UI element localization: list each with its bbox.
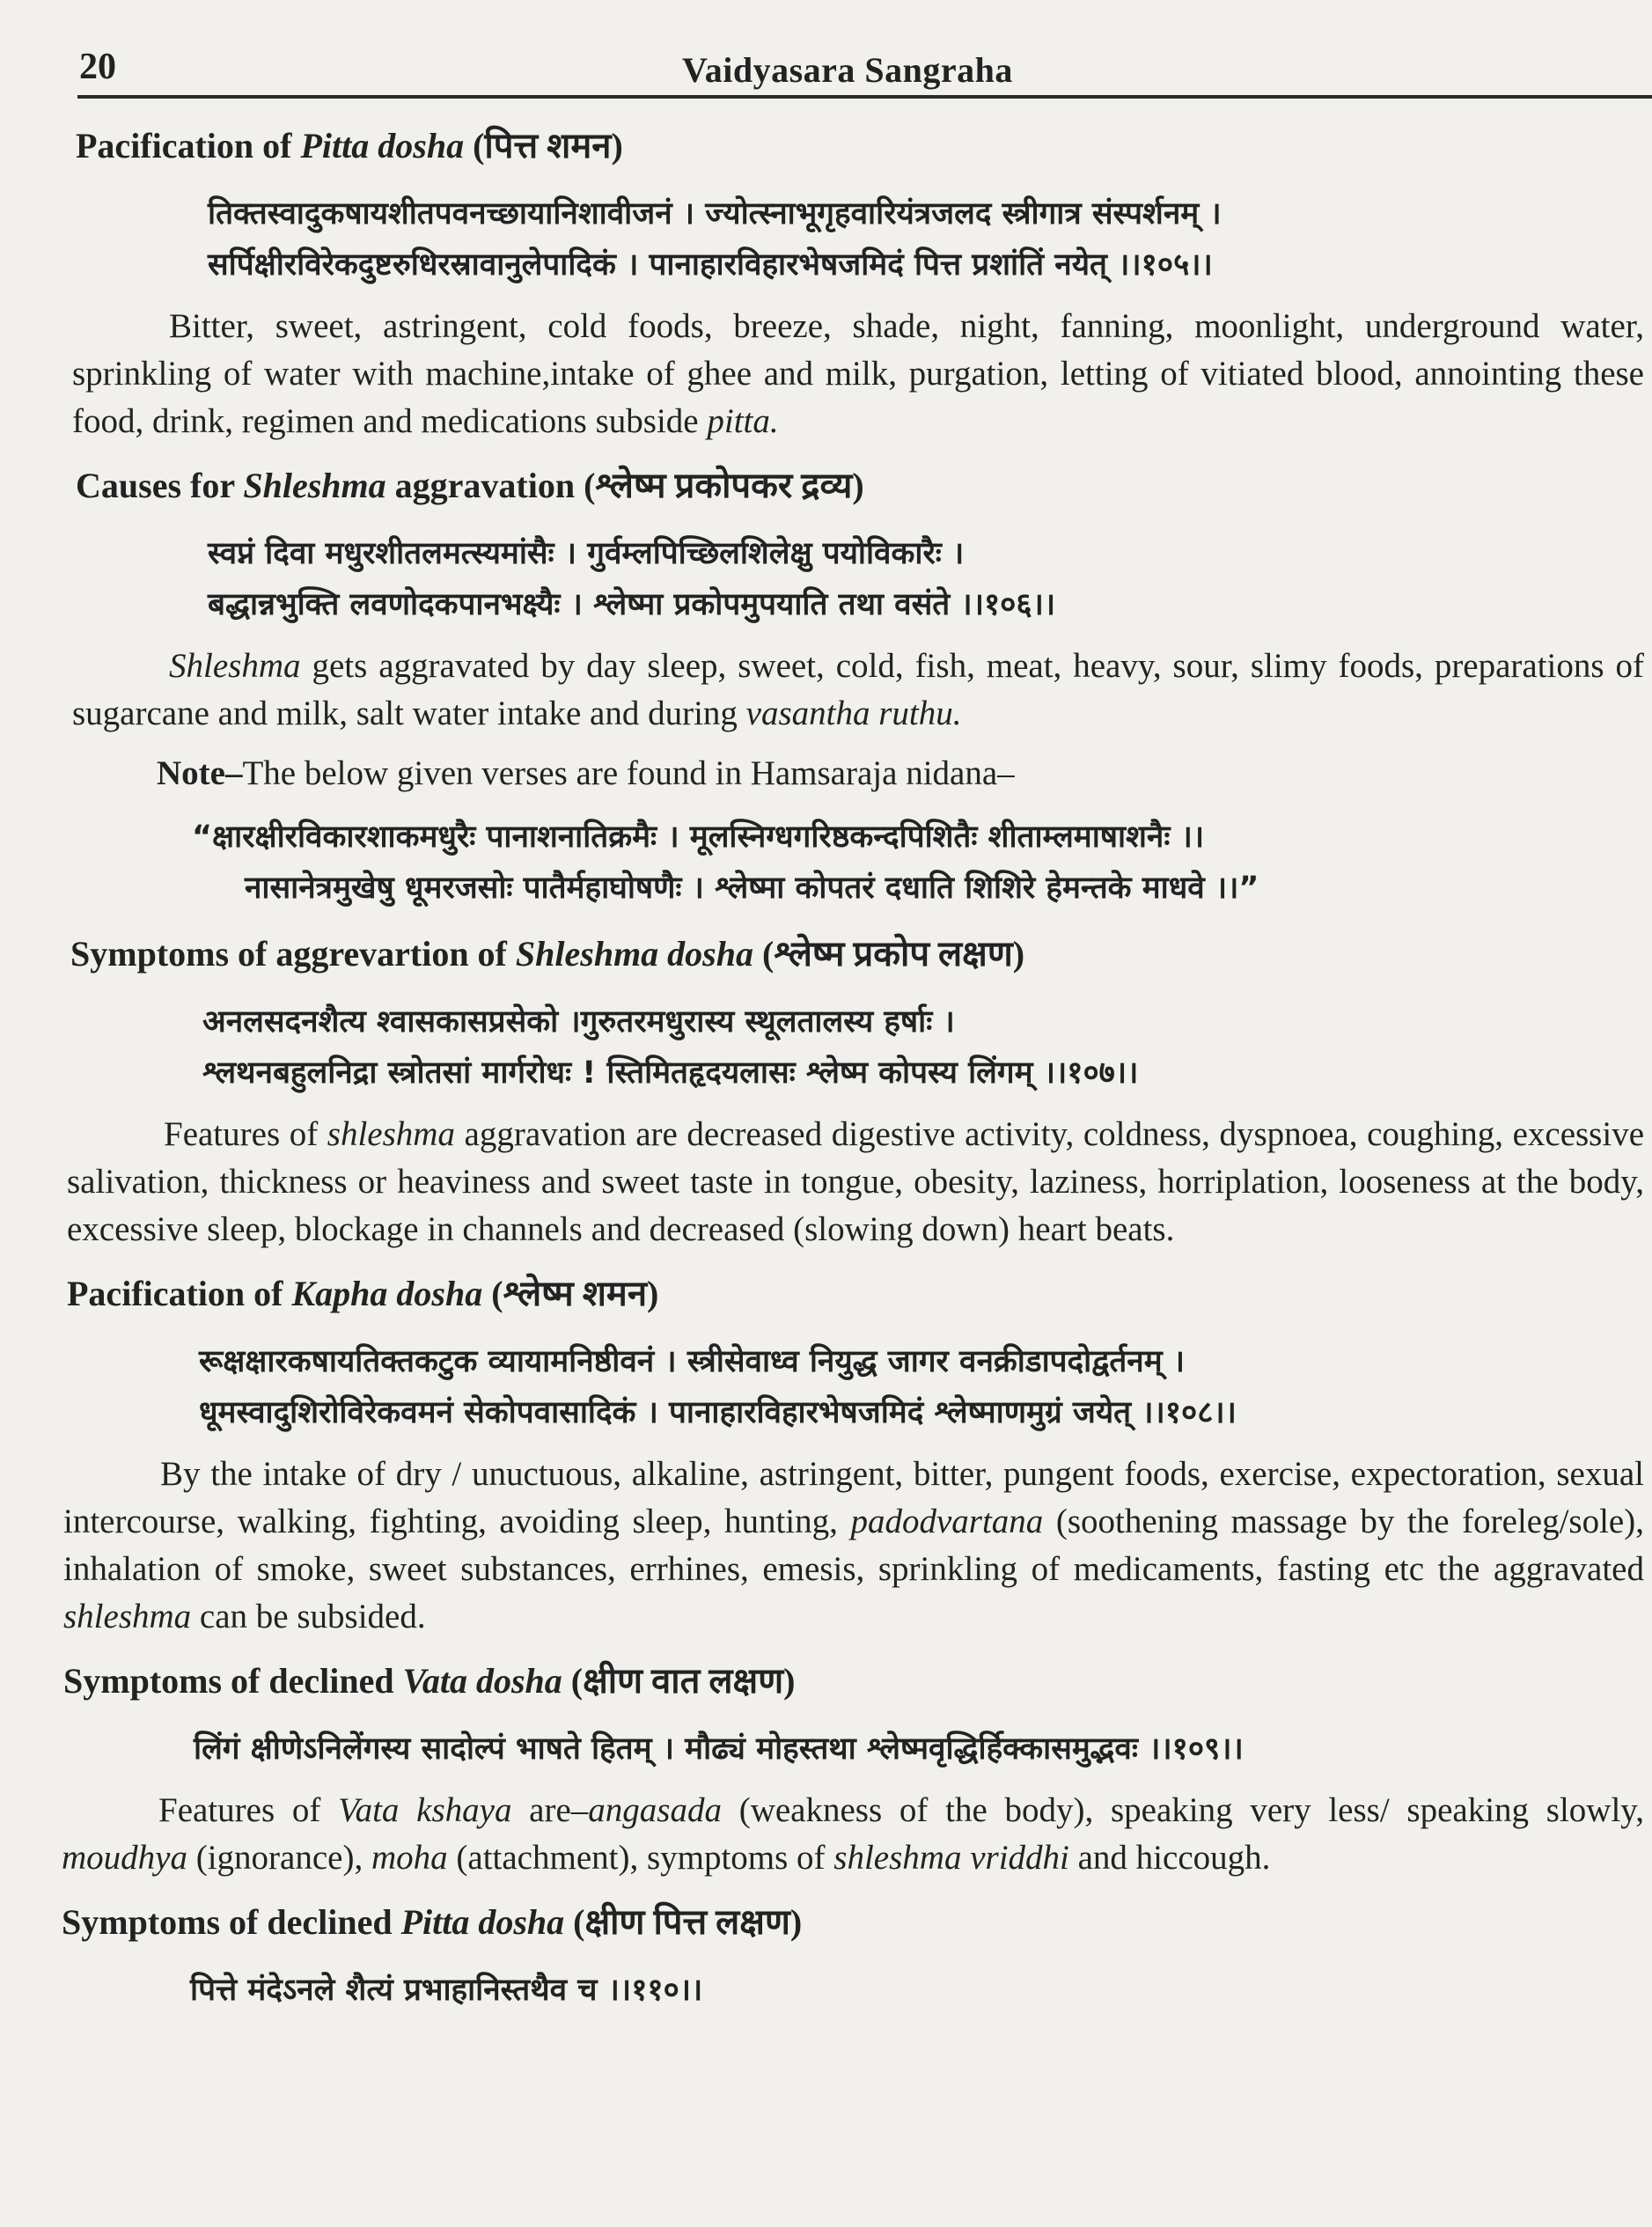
verse-line: पित्ते मंदेऽनले शैत्यं प्रभाहानिस्तथैव च ।।११०।। [190,1973,703,2008]
heading-causes-shleshma: Causes for Shleshma aggravation (श्लेष्म प्रकोपकर द्रव्य) [76,466,864,505]
verse-109 [194,1724,1644,1775]
verse-hamsaraja [192,812,1644,914]
verse-110 [190,1965,1644,2016]
verse-line: धूमस्वादुशिरोविरेकवमनं सेकोपवासादिकं । पानाहारविहारभेषजमिदं श्लेष्माणमुग्रं जयेत् ।।१०८।। [199,1395,1237,1430]
verse-line: नासानेत्रमुखेषु धूमरजसोः पातैर्महाघोषणैः । श्लेष्मा कोपतरं दधाति शिशिरे हेमन्तके माधवे ।।” [245,871,1259,906]
heading-declined-vata: Symptoms of declined Vata dosha (क्षीण वात लक्षण) [63,1661,796,1701]
note-hamsaraja: Note–The below given verses are found in Hamsaraja nidana– [157,754,1015,792]
heading-pacification-pitta: Pacification of Pitta dosha (पित्त शमन) [76,126,623,165]
heading-symptoms-shleshma-aggravation: Symptoms of aggrevartion of Shleshma dosha (श्लेष्म प्रकोप लक्षण) [70,934,1025,974]
verse-line: लिंगं क्षीणेऽनिलेंगस्य सादोल्पं भाषते हितम् । मौढ्यं मोहस्तथा श्लेष्मवृद्धिर्हिक्कासमुद्भवः ।।१०९।। [194,1731,1244,1767]
verse-line: स्वप्नं दिवा मधुरशीतलमत्स्यमांसैः । गुर्वम्लपिच्छिलशिलेक्षु पयोविकारैः । [208,536,965,571]
heading-declined-pitta: Symptoms of declined Pitta dosha (क्षीण पित्त लक्षण) [62,1902,803,1942]
paragraph-shleshma-causes: Shleshma gets aggravated by day sleep, sweet, cold, fish, meat, heavy, sour, slimy foods, preparations of sugarcane and milk, salt water intake and during vasantha ruthu. [72,647,1644,732]
header-rule [77,95,1652,99]
verse-line: “क्षारक्षीरविकारशाकमधुरैः पानाशनातिक्रमैः । मूलस्निग्धगरिष्ठकन्दपिशितैः शीताम्लमाषाशनैः ।। [192,820,1205,855]
verse-line: अनलसदनशैत्य श्वासकासप्रसेको ।गुरुतरमधुरास्य स्थूलतालस्य हर्षाः । [202,1004,955,1040]
verse-line: रूक्षक्षारकषायतिक्तकटुक व्यायामनिष्ठीवनं । स्त्रीसेवाध्व नियुद्ध जागर वनक्रीडापदोद्वर्तनम् । [199,1344,1186,1379]
verse-line: श्लथनबहुलनिद्रा स्त्रोतसां मार्गरोधः ! स्तिमितहृदयलासः श्लेष्म कोपस्य लिंगम् ।।१०७।। [202,1055,1139,1091]
paragraph-vata-kshaya: Features of Vata kshaya are–angasada (weakness of the body), speaking very less/ speaking slowly, moudhya (ignorance), moha (attachment), symptoms of shleshma vriddhi and hiccough. [62,1791,1645,1877]
paragraph-shleshma-features: Features of shleshma aggravation are decreased digestive activity, coldness, dyspnoea, coughing, excessive salivation, thickness or heaviness and sweet taste in tongue, obesity, laziness, horriplation, looseness at the body, excessive sleep, blockage in channels and decreased (slowing down) heart beats. [67,1115,1645,1248]
page-content [60,113,1644,2028]
paragraph-kapha-pacification: By the intake of dry / unuctuous, alkaline, astringent, bitter, pungent foods, exercise, expectoration, sexual intercourse, walking, fighting, avoiding sleep, hunting, padodvartana (soothening massage by the foreleg/sole), inhalation of smoke, sweet substances, errhines, emesis, sprinkling of medicaments, fasting etc the aggravated shleshma can be subsided. [63,1455,1644,1635]
verse-line: तिक्तस्वादुकषायशीतपवनच्छायानिशावीजनं । ज्योत्स्नाभूगृहवारियंत्रजलद स्त्रीगात्र संस्पर्शनम् । [208,196,1222,232]
running-title: Vaidyasara Sangraha [682,50,1013,90]
paragraph-pitta-pacification: Bitter, sweet, astringent, cold foods, breeze, shade, night, fanning, moonlight, underground water, sprinkling of water with machine,intake of ghee and milk, purgation, letting of vitiated blood, annointing these food, drink, regimen and medications subside pitta. [72,307,1644,440]
verse-106 [208,528,1644,630]
verse-107 [202,996,1644,1099]
verse-105 [208,188,1644,290]
heading-pacification-kapha: Pacification of Kapha dosha (श्लेष्म शमन) [67,1274,659,1313]
verse-108 [199,1336,1644,1438]
page-number: 20 [79,47,116,87]
verse-line: सर्पिक्षीरविरेकदुष्टरुधिरस्रावानुलेपादिकं । पानाहारविहारभेषजमिदं पित्त प्रशांतिं नयेत् ।।१०५।। [208,247,1213,283]
verse-line: बद्धान्नभुक्ति लवणोदकपानभक्ष्यैः । श्लेष्मा प्रकोपमुपयाति तथा वसंते ।।१०६।। [208,587,1056,622]
